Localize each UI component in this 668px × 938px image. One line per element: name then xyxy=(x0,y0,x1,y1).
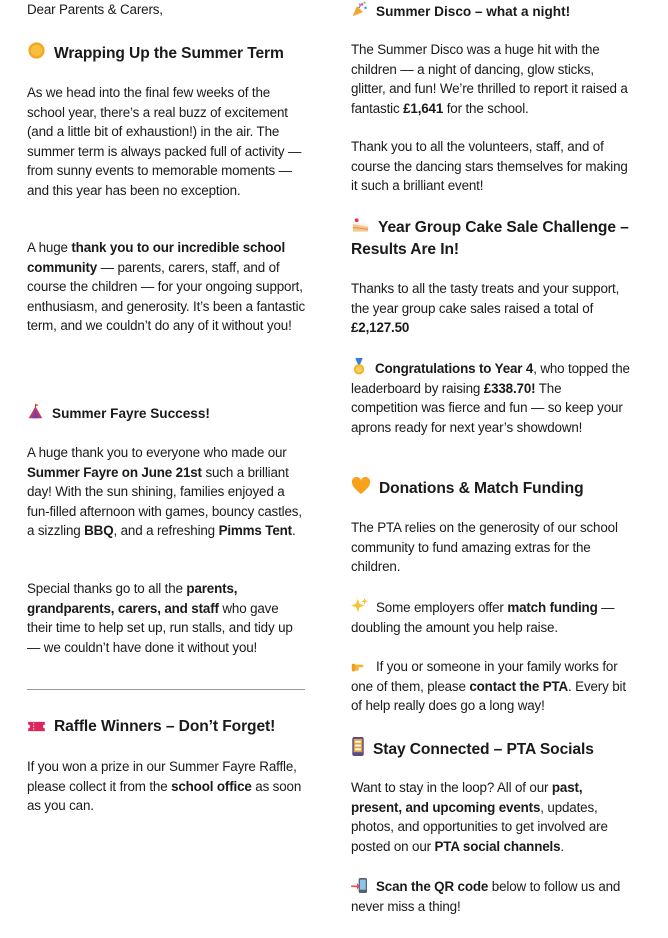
section-divider xyxy=(27,689,305,690)
disco-paragraph-1: The Summer Disco was a huge hit with the children — a night of dancing, glow sticks, glitter, and fun! We’re thrilled to report it raised a fantastic £1,641 for the school. xyxy=(351,42,628,116)
cake-section-heading xyxy=(351,216,631,261)
fayre-title: Summer Fayre Success! xyxy=(52,406,210,421)
party-popper-icon xyxy=(351,1,368,18)
disco-title: Summer Disco – what a night! xyxy=(376,4,571,19)
donations-section-heading xyxy=(351,477,631,500)
mobile-arrow-icon xyxy=(351,878,368,893)
fayre-paragraph-1: A huge thank you to everyone who made our Summer Fayre on June 21st such a brilliant day! With the sun shining, families enjoyed a fun-filled afternoon with games, bouncy castles, a sizzling BBQ, and a refreshing Pimms Tent. xyxy=(27,445,302,539)
phone-icon xyxy=(351,737,365,756)
cake-title: Year Group Cake Sale Challenge – Results Are In! xyxy=(351,219,629,258)
donations-paragraph-3: If you or someone in your family works for one of them, please contact the PTA. Every bit of help really does go a long way! xyxy=(351,659,626,714)
socials-paragraph-2: Scan the QR code below to follow us and never miss a thing! xyxy=(351,879,621,914)
donations-paragraph-1: The PTA relies on the generosity of our school community to fund amazing extras for the children. xyxy=(351,520,618,575)
socials-paragraph-1: Want to stay in the loop? All of our past, present, and upcoming events, updates, photos, and opportunities to get involved are posted on our PTA social channels. xyxy=(351,780,608,854)
cake-paragraph-2: Congratulations to Year 4, who topped the leaderboard by raising £338.70! The competition was fierce and fun — so keep your aprons ready for next year’s showdown! xyxy=(351,358,631,437)
wrap-section-heading xyxy=(27,41,305,65)
raffle-title: Raffle Winners – Don’t Forget! xyxy=(54,718,276,735)
wrap-paragraph-2: A huge thank you to our incredible school community — parents, carers, staff, and of course the children — for your ongoing support, enthusiasm, and generosity. It’s been a fantastic term, and we couldn’t do any of it without you! xyxy=(27,240,305,334)
donations-paragraph-2: Some employers offer match funding — doubling the amount you help raise. xyxy=(351,597,631,637)
circus-tent-icon xyxy=(27,403,44,420)
greeting: Dear Parents & Carers, xyxy=(27,2,163,17)
cake-paragraph-1: Thanks to all the tasty treats and your support, the year group cake sales raised a total of £2,127.50 xyxy=(351,281,620,336)
ticket-icon xyxy=(27,720,46,733)
pointing-hand-icon xyxy=(351,658,368,673)
donations-title: Donations & Match Funding xyxy=(379,480,584,497)
socials-section-heading xyxy=(351,737,631,761)
raffle-paragraph: If you won a prize in our Summer Fayre Raffle, please collect it from the school office as soon as you can. xyxy=(27,759,302,814)
medal-icon xyxy=(351,358,367,375)
socials-title: Stay Connected – PTA Socials xyxy=(373,741,594,758)
sun-icon xyxy=(27,41,46,60)
disco-section-heading xyxy=(351,1,631,22)
fayre-section-heading xyxy=(27,403,305,424)
disco-paragraph-2: Thank you to all the volunteers, staff, and of course the dancing stars themselves for making it such a brilliant event! xyxy=(351,139,628,194)
orange-heart-icon xyxy=(351,477,371,495)
sparkles-icon xyxy=(351,597,368,614)
raffle-section-heading xyxy=(27,716,305,738)
cake-slice-icon xyxy=(351,216,370,234)
wrap-title: Wrapping Up the Summer Term xyxy=(54,45,284,62)
wrap-paragraph-1: As we head into the final few weeks of the school year, there’s a real buzz of excitement (and a little bit of exhaustion!) in the air. The summer term is always packed full of activity — from sunny events to memorable moments — and this year has been no exception. xyxy=(27,85,302,198)
fayre-paragraph-2: Special thanks go to all the parents, grandparents, carers, and staff who gave their time to help set up, run stalls, and tidy up — we couldn’t have done it without you! xyxy=(27,581,293,655)
